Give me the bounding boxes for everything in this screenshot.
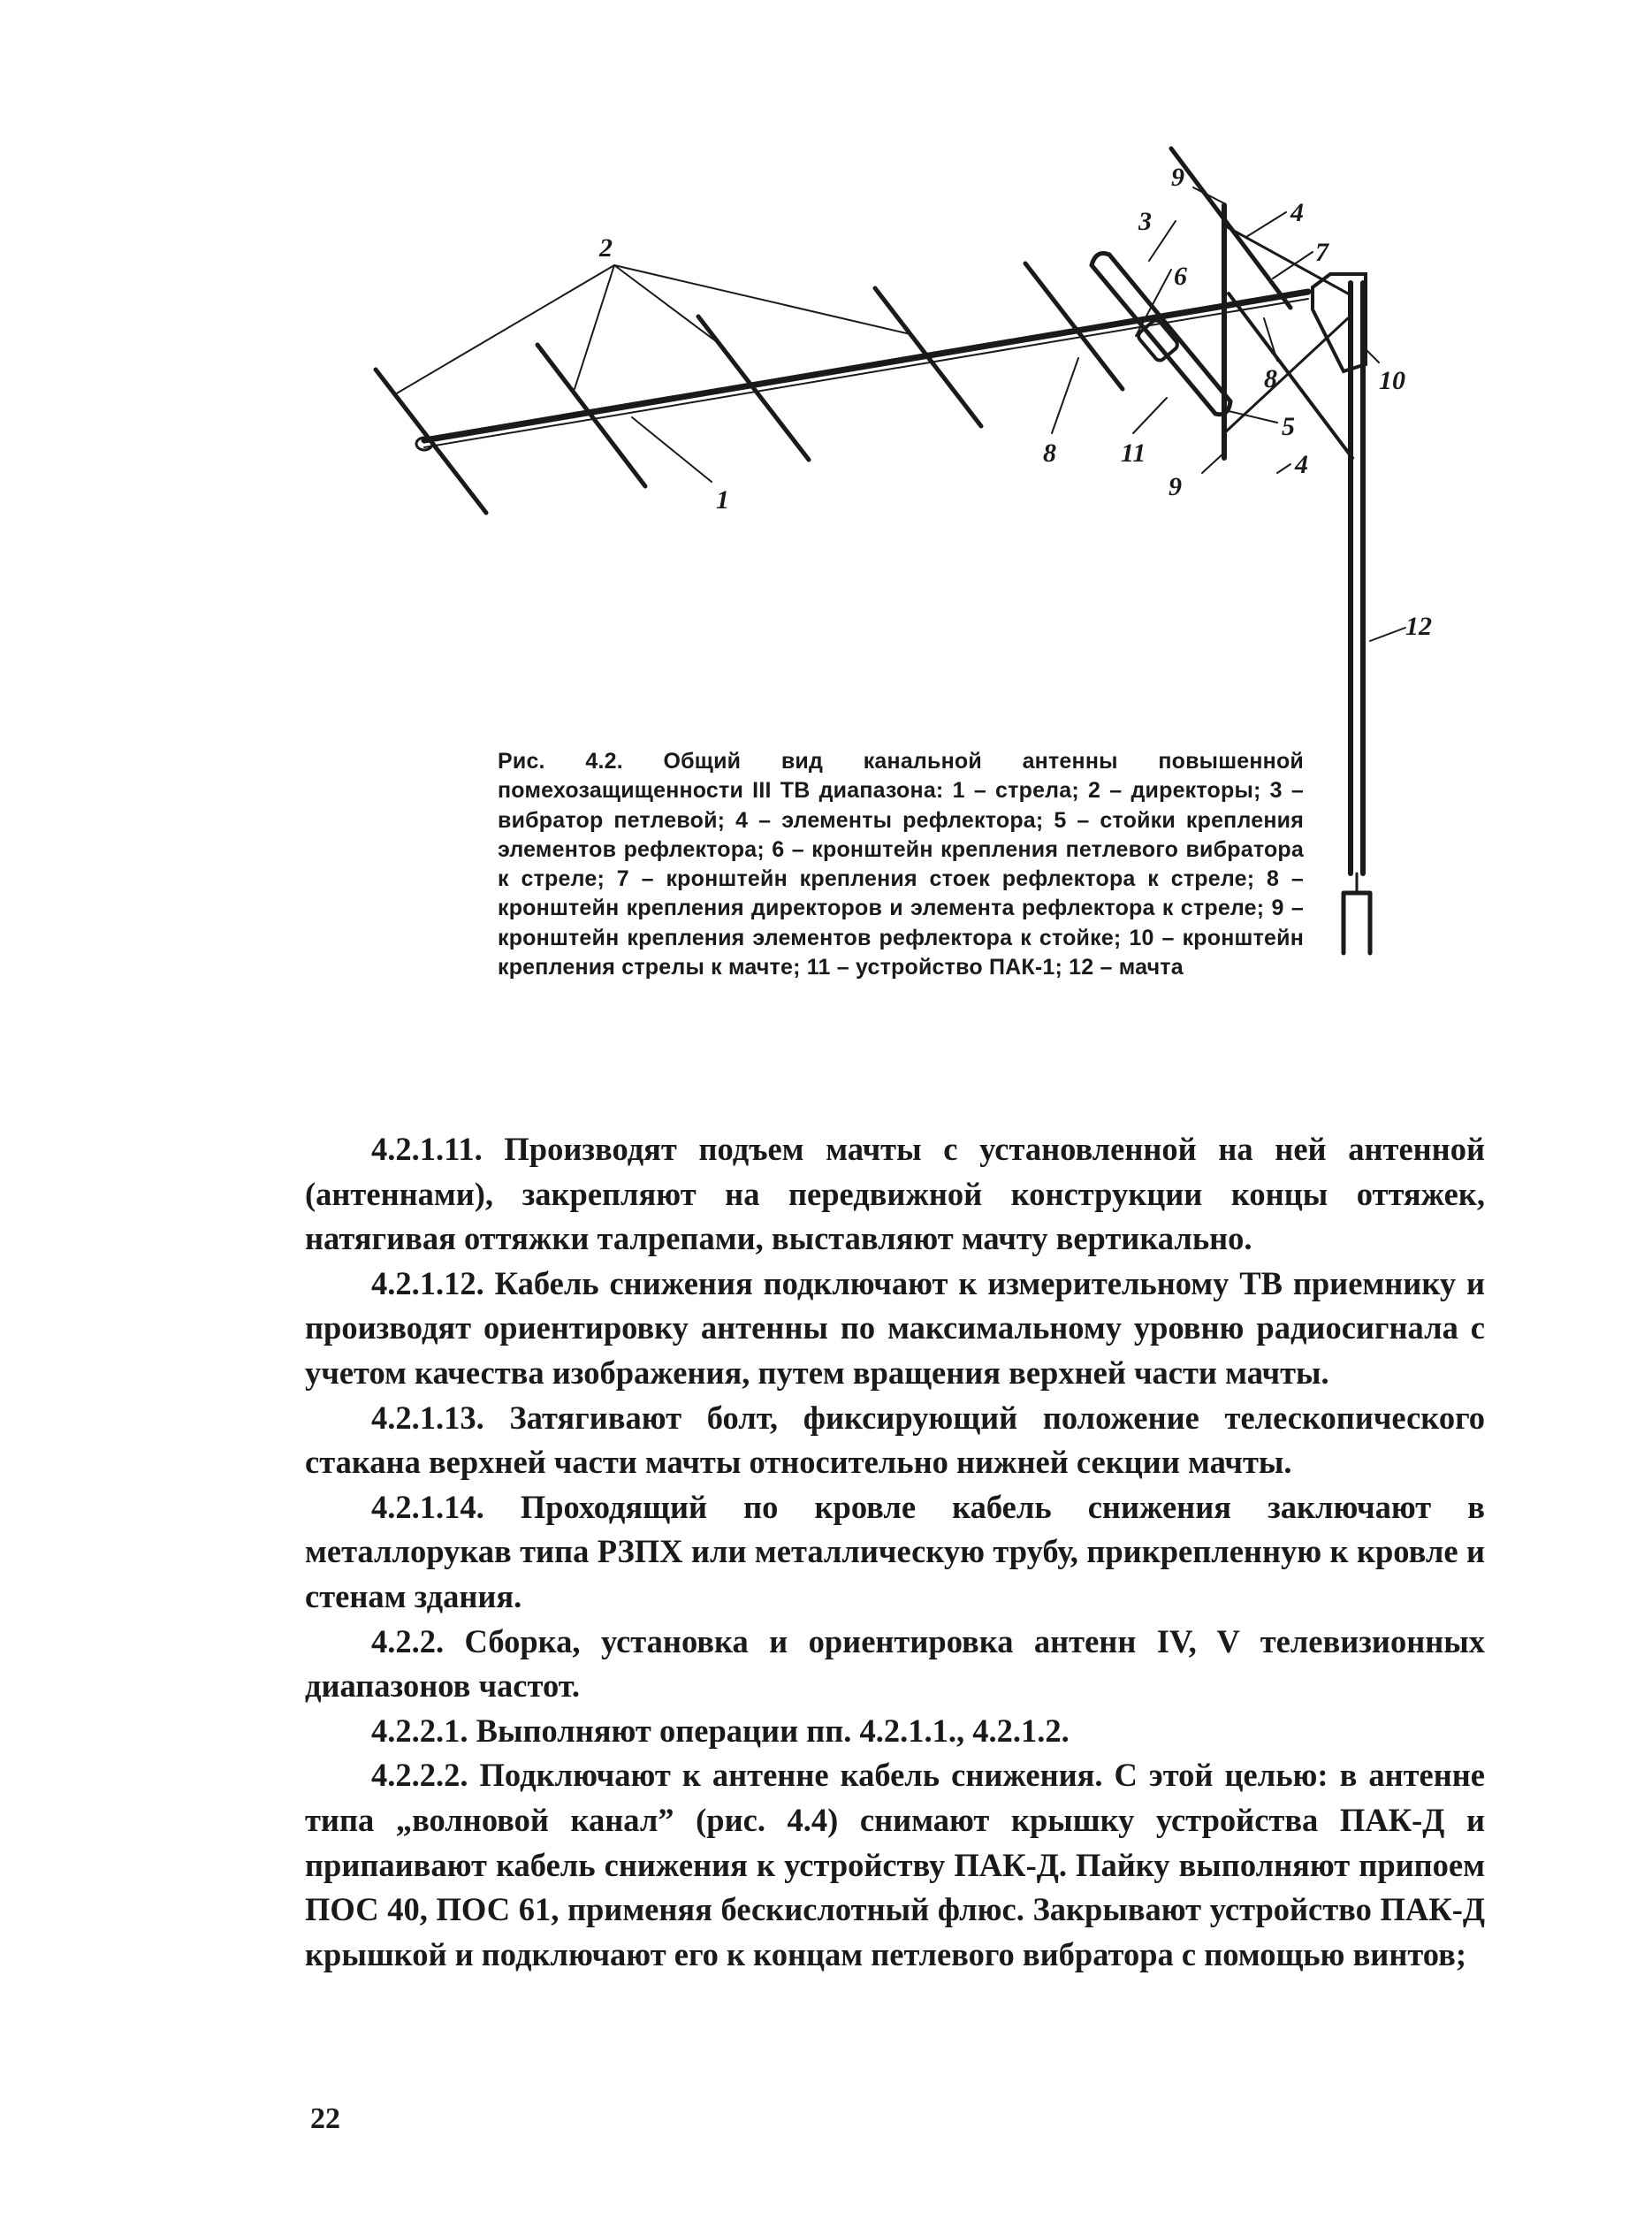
callout-9-bottom: 9 [1169,472,1182,501]
callout-2: 2 [599,233,613,263]
mast [1344,283,1370,953]
caption-label: Рис. 4.2. [498,749,623,774]
callout-4-bottom: 4 [1295,450,1308,479]
page-number: 22 [310,2102,340,2135]
paragraph-4-2-2-2: 4.2.2.2. Подключают к антенне кабель снижения. С этой целью: в антенне типа „волновой канал” (рис. 4.4) снимают крышку устройства ПАК-Д и припаивают кабель снижения к устройству ПАК-Д. Пайку выполняют припоем ПОС 40, ПОС 61, применяя бескислотный флюс. Закрывают устройство ПАК-Д крышкой и подключают его к концам петлевого вибратора с помощью винтов; [305,1757,1485,1972]
reflector-elements [1171,149,1352,458]
callout-1: 1 [716,485,729,515]
paragraph-4-2-1-13: 4.2.1.13. Затягивают болт, фиксирующий положение телескопического стакана верхней части мачты относительно нижней секции мачты. [305,1399,1485,1481]
callout-6: 6 [1174,262,1187,291]
director-leader-lines [395,265,910,394]
callout-5: 5 [1282,412,1295,441]
callout-10: 10 [1379,366,1405,395]
boom-leader [632,417,712,482]
callout-7: 7 [1315,238,1328,267]
callout-12: 12 [1405,612,1432,641]
callout-4-top: 4 [1290,198,1304,227]
callout-numbers [598,163,1432,641]
body-text [305,1127,1485,1977]
callout-9-top: 9 [1171,163,1184,192]
caption-text: Общий вид канальной антенны повышенной помехозащищенности III ТВ диапазона: 1 – стрела; 2 – директоры; 3 – вибратор петлевой; 4 – элементы рефлектора; 5 – стойки крепления элементов рефлектора; 6 – кронштейн крепления петлевого вибратора к стреле; 7 – кронштейн крепления стоек рефлектора к стреле; 8 – кронштейн крепления директоров и элемента рефлектора к стреле; 9 – кронштейн крепления элементов рефлектора к стойке; 10 – кронштейн крепления стрелы к мачте; 11 – устройство ПАК-1; 12 – мачта [498,749,1304,980]
callout-11: 11 [1121,439,1146,468]
boom [416,292,1308,450]
paragraph-4-2-1-11: 4.2.1.11. Производят подъем мачты с установленной на ней антенной (антеннами), закрепляют на передвижной конструкции концы оттяжек, натягивая оттяжки талрепами, выставляют мачту вертикально. [305,1131,1485,1257]
callout-8-right: 8 [1264,364,1277,393]
figure-caption [498,747,1304,982]
paragraph-4-2-1-12: 4.2.1.12. Кабель снижения подключают к измерительному ТВ приемнику и производят ориентировку антенны по максимальному уровню радиосигнала с учетом качества изображения, путем вращения верхней части мачты. [305,1264,1485,1391]
paragraph-4-2-2-1: 4.2.2.1. Выполняют операции пп. 4.2.1.1., 4.2.1.2. [371,1712,1070,1749]
paragraph-4-2-2: 4.2.2. Сборка, установка и ориентировка антенн IV, V телевизионных диапазонов частот. [305,1622,1485,1705]
callout-8-left: 8 [1043,439,1056,468]
paragraph-4-2-1-14: 4.2.1.14. Проходящий по кровле кабель снижения заключают в металлорукав типа РЗПХ или металлическую трубу, прикрепленную к кровле и стенам здания. [305,1488,1485,1614]
folded-dipole [1092,254,1230,415]
callout-3: 3 [1138,207,1152,236]
